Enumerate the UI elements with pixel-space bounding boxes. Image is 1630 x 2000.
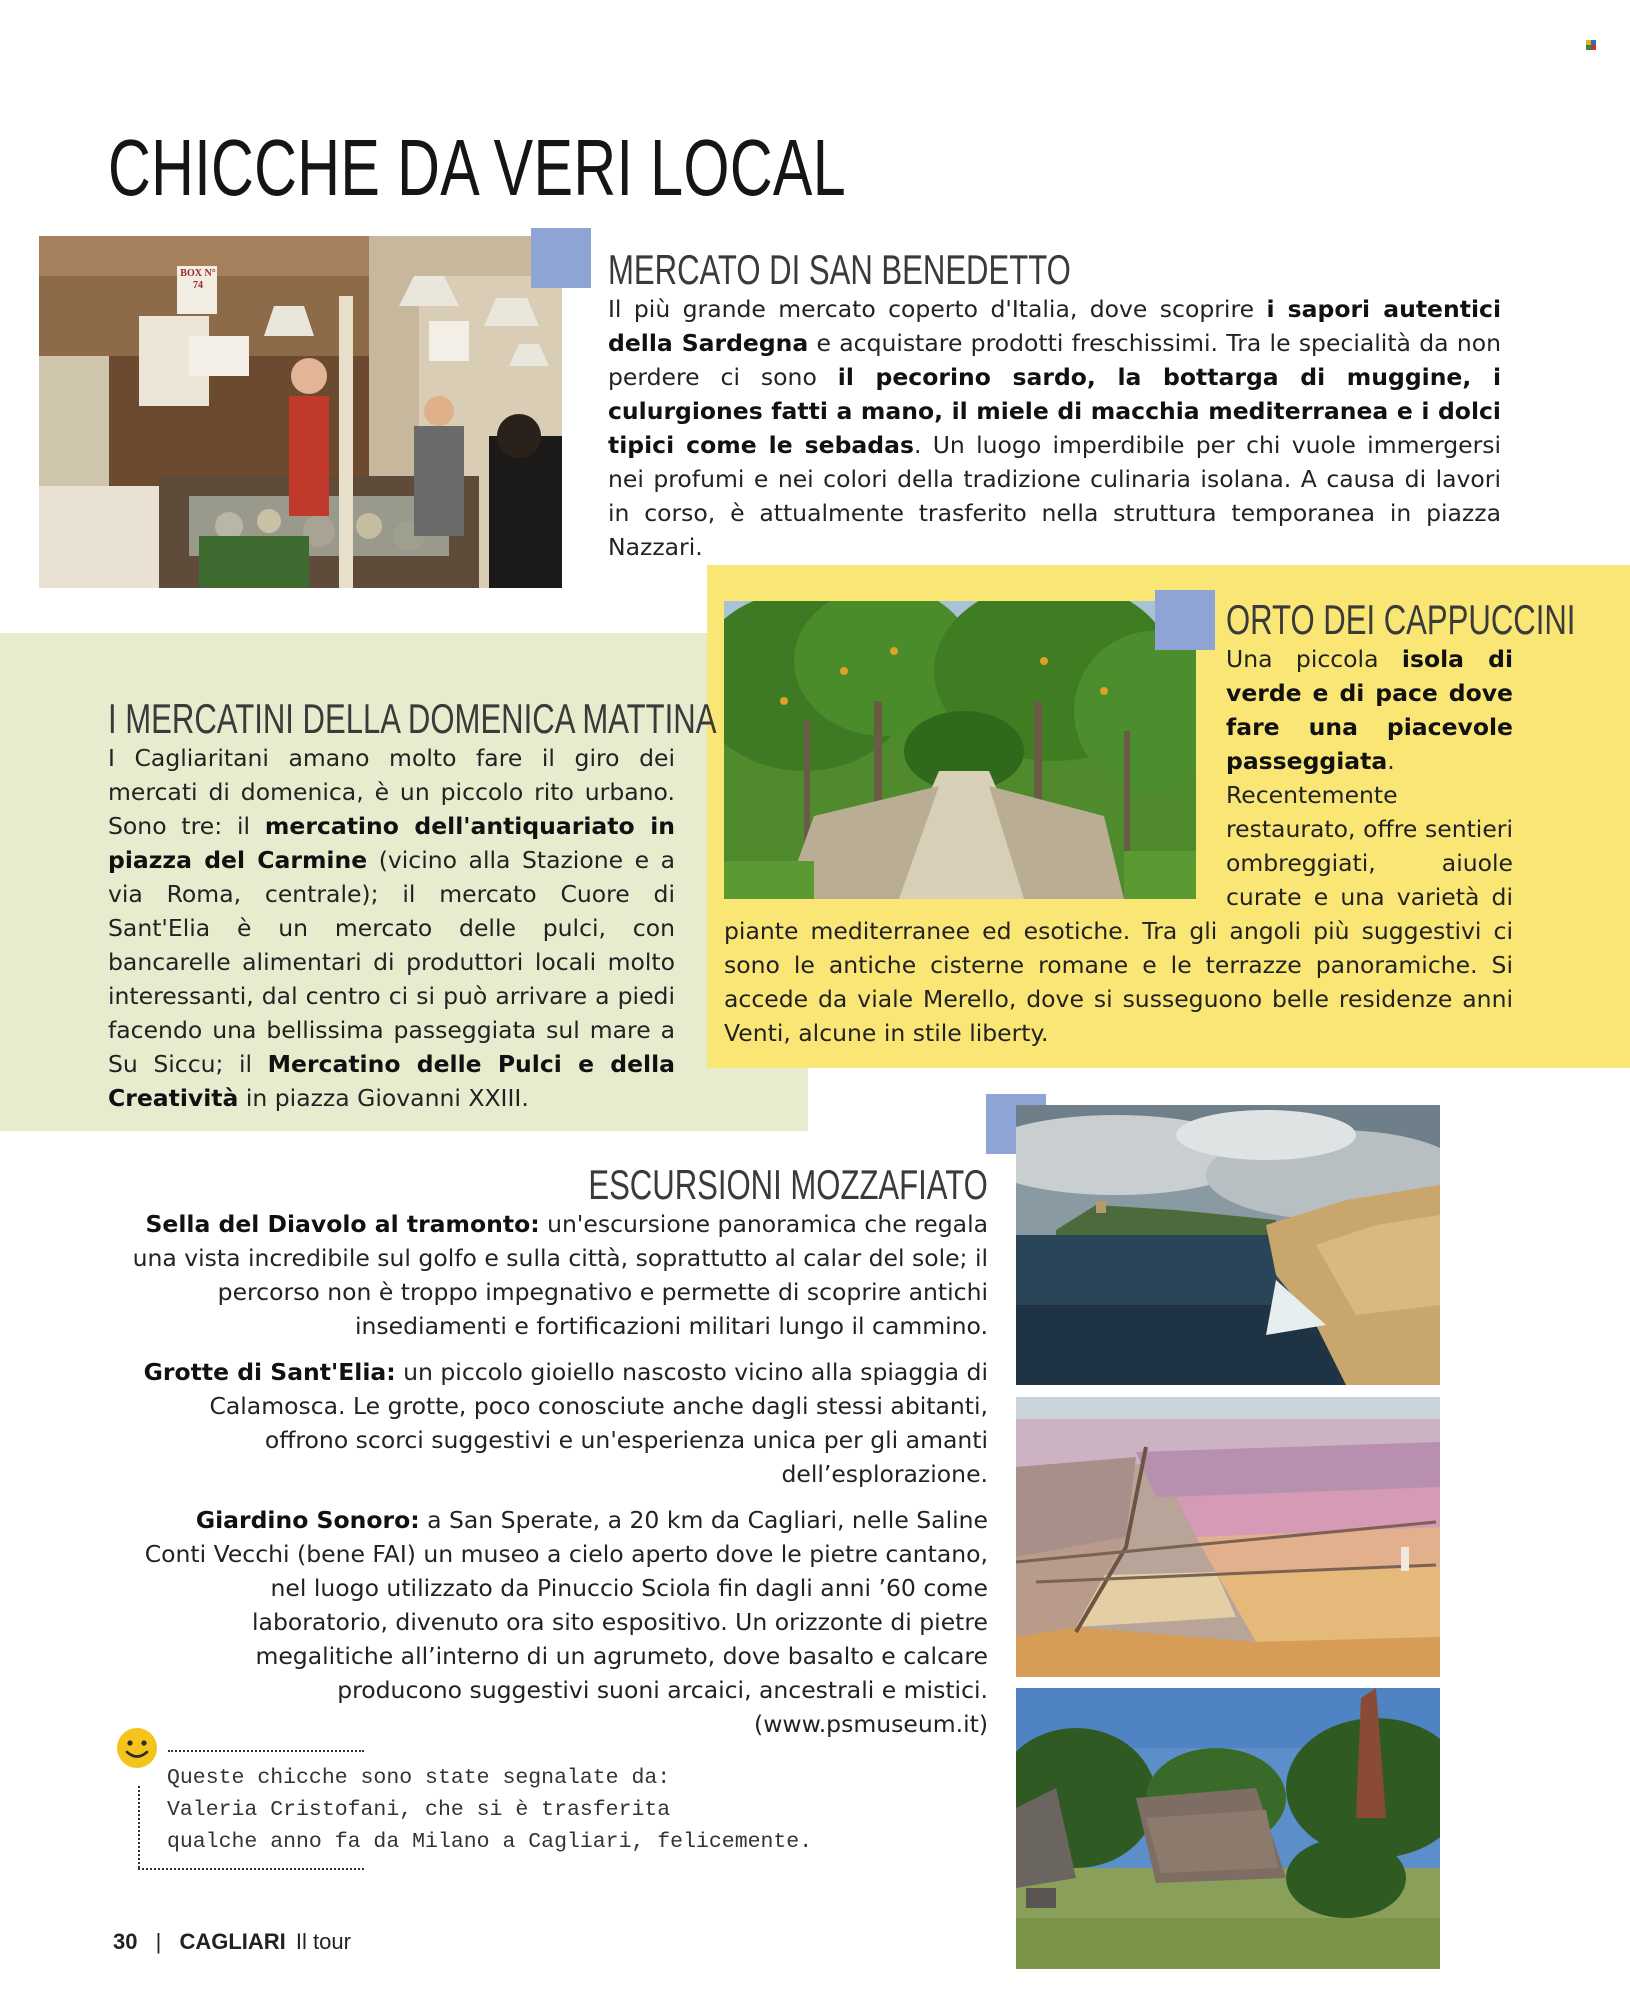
text-bold: i sapori autentici della Sardegna [608, 295, 1501, 357]
section-title-escursioni: ESCURSIONI MOZZAFIATO [588, 1161, 988, 1208]
text-run: . Un luogo imperdibile per chi vuole immergersi nei profumi e nei colori della tradizione culinaria isolana. A causa di lavori in corso, è attualmente trasferito nella struttura temporanea in piazza Nazzari. [608, 431, 1501, 561]
note-text [167, 1762, 927, 1858]
corner-logo-icon [1586, 40, 1596, 50]
text-run: (vicino alla Stazione e a via Roma, centrale); il mercato Cuore di Sant'Elia è un mercato delle pulci, con bancarelle alimentari di produttori locali molto interessanti, dal centro ci si può arrivare a piedi facendo una bellissima passeggiata sul mare a Su Siccu; il [108, 846, 675, 1078]
note-top-rule [168, 1750, 364, 1752]
footer-separator: | [155, 1929, 162, 1954]
salt-flats-photo [1016, 1397, 1440, 1677]
item-grotte [128, 1355, 988, 1491]
section-title-san-benedetto: MERCATO DI SAN BENEDETTO [608, 246, 1071, 293]
text-run: Una piccola [1226, 645, 1402, 673]
text-bold: mercatino dell'antiquariato in piazza del Carmine [108, 812, 675, 874]
note-bottom-rule [138, 1868, 364, 1870]
text-run: in piazza Giovanni XXIII. [238, 1084, 529, 1112]
note-line: qualche anno fa da Milano a Cagliari, felicemente. [167, 1830, 813, 1854]
mercatini-body [108, 741, 675, 1115]
section-title-orto: ORTO DEI CAPPUCCINI [1226, 596, 1576, 643]
note-left-rule [138, 1786, 140, 1868]
text-run: un'escursione panoramica che regala una vista incredibile sul golfo e sulla città, soprattutto al calar del sole; il percorso non è troppo impegnativo e permette di scoprire antichi insediamenti e fortificazioni militari lungo il cammino. [132, 1210, 988, 1340]
orto-body [724, 642, 1513, 1050]
note-line: Queste chicche sono state segnalate da: [167, 1766, 671, 1790]
escursioni-body [128, 1207, 988, 1741]
page-number: 30 [113, 1929, 138, 1954]
smiley-icon [116, 1727, 158, 1769]
text-bold: Sella del Diavolo al tramonto: [145, 1210, 540, 1238]
text-bold: il pecorino sardo, la bottarga di muggine, i culurgiones fatti a mano, il miele di macchia mediterranea e i dolci tipici come le sebadas [608, 363, 1502, 459]
item-giardino [128, 1503, 988, 1741]
text-run: e acquistare prodotti freschissimi. Tra le specialità da non perdere ci sono [608, 329, 1501, 391]
footer-subtitle: Il tour [295, 1929, 351, 1954]
market-sign: BOX N° 74 [180, 268, 216, 291]
san-benedetto-body [608, 292, 1501, 564]
page-footer [113, 1928, 351, 1956]
coast-photo [1016, 1105, 1440, 1385]
text-run: Il più grande mercato coperto d'Italia, dove scoprire [608, 295, 1267, 323]
text-run: un piccolo gioiello nascosto vicino alla spiaggia di Calamosca. Le grotte, poco conosciute anche dagli stessi abitanti, offrono scorci suggestivi e un'esperienza unica per gli amanti dell’esplorazione. [209, 1358, 988, 1488]
market-photo [39, 236, 562, 588]
text-run: I Cagliaritani amano molto fare il giro dei mercati di domenica, è un piccolo rito urbano. Sono tre: il [108, 744, 675, 840]
orto-text-float [724, 642, 1226, 912]
item-sella [128, 1207, 988, 1343]
text-bold: Giardino Sonoro: [195, 1506, 420, 1534]
text-bold: isola di verde e di pace dove fare una piacevole passeggiata [1226, 645, 1513, 775]
text-bold: Mercatino delle Pulci e della Creatività [108, 1050, 675, 1112]
giardino-sonoro-photo [1016, 1688, 1440, 1969]
section-title-mercatini: I MERCATINI DELLA DOMENICA MATTINA [108, 695, 717, 742]
footer-brand: CAGLIARI [179, 1929, 286, 1954]
note-line: Valeria Cristofani, che si è trasferita [167, 1798, 671, 1822]
text-run: . Recentemente restaurato, offre sentieri ombreggiati, aiuole curate e una varietà di piante mediterranee ed esotiche. Tra gli angoli più suggestivi ci sono le antiche cisterne romane e le terrazze panoramiche. Si accede da viale Merello, dove si susseguono belle residenze anni Venti, alcune in stile liberty. [724, 747, 1513, 1047]
section-marker-square [531, 228, 591, 288]
page-title: CHICCHE DA VERI LOCAL [108, 123, 847, 212]
text-bold: Grotte di Sant'Elia: [143, 1358, 396, 1386]
text-run: a San Sperate, a 20 km da Cagliari, nelle Saline Conti Vecchi (bene FAI) un museo a cielo aperto dove le pietre cantano, nel luogo utilizzato da Pinuccio Sciola fin dagli anni ’60 come laboratorio, divenuto ora sito espositivo. Un orizzonte di pietre megalitiche all’interno di un agrumeto, dove basalto e calcare producono suggestivi suoni arcaici, ancestrali e mistici. (www.psmuseum.it) [144, 1506, 988, 1738]
section-marker-square [1155, 590, 1215, 650]
